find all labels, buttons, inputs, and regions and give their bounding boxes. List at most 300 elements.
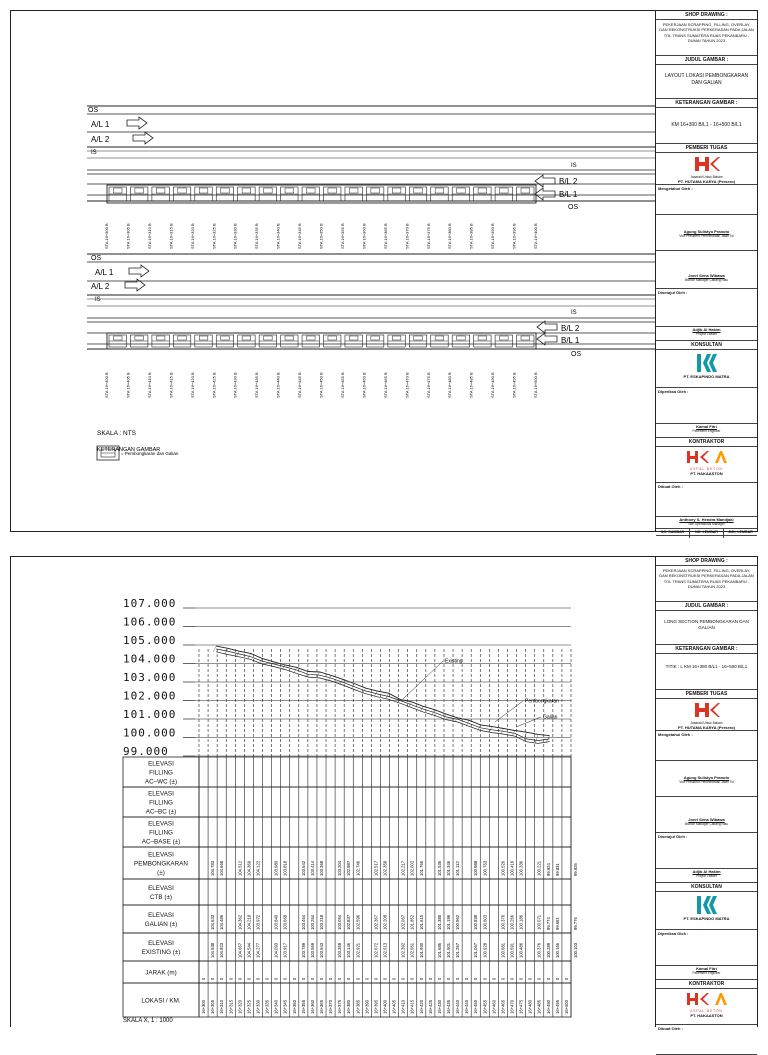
pembongkaran-value: 102.358 <box>382 860 388 876</box>
al1-label-2: A/L 1 <box>95 268 114 277</box>
row-label: EXISTING (±) <box>141 949 181 956</box>
elevation-label: 104.000 <box>123 652 177 666</box>
patch-inner <box>478 188 487 193</box>
bl2-label-2: B/L 2 <box>561 324 580 333</box>
patch-inner <box>221 188 230 193</box>
hk-logo-icon <box>692 155 722 175</box>
sta-label: STA 16+350 B <box>318 223 324 249</box>
signature-3 <box>656 327 757 341</box>
galian-value: 102.367 <box>373 914 379 930</box>
patch-inner <box>306 336 315 340</box>
sig3-name-2: Adjib Al Hakim <box>692 869 721 874</box>
layout-plan-drawing <box>11 11 656 531</box>
disetujui-label-2: Disetujui Oleh : <box>656 833 757 869</box>
mengetahui-label: Mengetahui Oleh : <box>656 185 757 215</box>
hka-logo-icon <box>685 991 729 1009</box>
sta-label: STA 16+325 B <box>211 223 217 249</box>
sta-label: STA 16+405 B <box>125 372 131 398</box>
jml-lembar-header: JML. LEMBAR <box>728 530 753 534</box>
is-label-2b: IS <box>571 310 577 316</box>
sta-label: STA 16+490 B <box>490 372 496 398</box>
sta-label: STA 16+375 B <box>425 223 431 249</box>
patch-inner <box>156 336 165 340</box>
hk-company: PT. HUTAMA KARYA (Persero) <box>677 179 736 184</box>
patch-inner <box>349 336 358 340</box>
lokasi-value: 16+300 <box>201 999 207 1014</box>
sta-label: STA 16+465 B <box>382 372 388 398</box>
patch-inner <box>113 336 122 340</box>
elevation-label: 100.000 <box>123 726 177 740</box>
galian-value: 101.615 <box>418 914 424 930</box>
sig2-name: Jonri Sena Wibawa <box>688 273 725 278</box>
hka-logo-sub: ASPAL BETON <box>690 467 723 471</box>
sig1-role-2: Vice President Pemeliharaan Jalan Tol <box>679 780 734 784</box>
existing-value: 104.093 <box>273 942 279 958</box>
hakaaston-block-2 <box>656 991 757 1025</box>
row-label: FILLING <box>149 829 173 837</box>
eskapindo-company-2: PT. ESKAPINDO MATRA <box>683 916 730 921</box>
existing-value: 100.376 <box>536 942 542 958</box>
existing-value: 103.543 <box>318 942 324 958</box>
bl2-label-1: B/L 2 <box>559 177 578 186</box>
jarak-value: 0 <box>491 977 497 980</box>
lokasi-value: 16+475 <box>518 999 524 1014</box>
keterangan-label: KETERANGAN GAMBAR <box>97 447 161 453</box>
pembongkaran-value: 102.987 <box>346 860 352 876</box>
jarak-value: 0 <box>563 977 569 980</box>
sig4-name-2: Kamal Fitri <box>696 966 717 971</box>
hutama-karya-block-2 <box>656 701 757 731</box>
judul-gambar-2: LONG SECTION PEMBONGKARAN DAN GALIAN <box>656 611 757 645</box>
lokasi-value: 16+440 <box>455 999 461 1014</box>
hk-company-2: PT. HUTAMA KARYA (Persero) <box>677 725 736 730</box>
existing-value: 103.789 <box>300 942 306 958</box>
patch-inner <box>178 188 187 193</box>
sheet-number-header <box>656 529 757 536</box>
sta-label: STA 16+470 B <box>404 372 410 398</box>
elevation-label: 107.000 <box>123 597 177 610</box>
galian-value: 103.668 <box>282 914 288 930</box>
patch-inner <box>135 188 144 193</box>
sta-label: STA 16+400 B <box>104 372 109 398</box>
galian-value: 100.962 <box>455 914 461 930</box>
elevation-label: 105.000 <box>123 634 177 647</box>
existing-value: 102.392 <box>400 942 406 958</box>
jarak-value: 0 <box>382 977 388 980</box>
galian-leader <box>516 717 541 727</box>
patch-inner <box>306 188 315 193</box>
konsultan-header: KONSULTAN <box>656 341 757 350</box>
galian-value: 100.071 <box>536 914 542 930</box>
jarak-value: 0 <box>273 977 279 980</box>
eskapindo-company: PT. ESKAPINDO MATRA <box>683 374 730 379</box>
jarak-value: 0 <box>364 977 370 980</box>
sta-label: STA 16+320 B <box>189 223 195 249</box>
pembongkaran-value: 99.831 <box>554 863 560 876</box>
pembongkaran-value: 103.204 <box>337 860 343 876</box>
galian-value: 104.219 <box>246 914 252 930</box>
bl1-label-1: B/L 1 <box>559 190 578 199</box>
patch-inner <box>392 336 401 340</box>
jarak-value: 0 <box>455 977 461 980</box>
row-label: (±) <box>157 869 165 877</box>
patch-inner <box>113 188 122 193</box>
row-label: FILLING <box>149 799 173 807</box>
jarak-value: 0 <box>418 977 424 980</box>
lokasi-value: 16+480 <box>527 999 533 1014</box>
lokasi-value: 16+390 <box>364 999 370 1014</box>
pembongkaran-label: Pembongkaran <box>525 698 559 705</box>
pembongkaran-value: 104.783 <box>210 860 216 876</box>
sta-label: STA 16+365 B <box>382 223 388 249</box>
galian-value: 100.603 <box>482 914 488 930</box>
existing-value: 101.930 <box>418 942 424 958</box>
existing-value: 103.569 <box>309 942 315 958</box>
existing-value: 101.501 <box>446 942 452 958</box>
project-name-2: PEKERJAAN SCRAPPING, FILLING, OVERLAY, DAN REKONSTRUKSI PERKERASAN PADA JALAN TOL TRANS SUMATERA RUAS PEKANBARU - DUMAI TAHUN 2023 <box>656 566 757 602</box>
lokasi-value: 16+500 <box>563 999 569 1014</box>
galian-value: 100.376 <box>500 914 506 930</box>
galian-value: 99.681 <box>554 917 560 930</box>
existing-value: 103.359 <box>337 942 343 958</box>
pembongkaran-value: 102.217 <box>400 860 406 876</box>
project-name: PEKERJAAN SCRAPPING, FILLING, OVERLAY, DAN REKONSTRUKSI PERKERASAN PADA JALAN TOL TRANS SUMATERA RUAS PEKANBARU - DUMAI TAHUN 2023 <box>656 20 757 56</box>
patch-inner <box>285 188 294 193</box>
patch-inner <box>285 336 294 340</box>
galian-label: Galian <box>543 714 558 721</box>
hatch-line <box>535 734 538 743</box>
jarak-value: 0 <box>464 977 470 980</box>
sta-label: STA 16+440 B <box>275 372 281 398</box>
hutama-karya-block <box>656 155 757 185</box>
sig1-role: Vice President Pemeliharaan Jalan Tol <box>679 234 734 238</box>
hka-logo-icon <box>685 449 729 467</box>
jarak-value: 0 <box>373 977 379 980</box>
keterangan-gambar-2: TITIK : L KM 16+380 B/L1 - 16+500 B/L1 <box>656 654 757 690</box>
lokasi-value: 16+315 <box>228 999 234 1014</box>
is-label-1: IS <box>91 150 97 156</box>
jarak-value: 0 <box>282 977 288 980</box>
existing-value: 100.681 <box>500 942 506 958</box>
road-section-1 <box>87 106 656 249</box>
existing-value: 102.672 <box>373 942 379 958</box>
sta-label: STA 16+395 B <box>511 223 517 249</box>
eskapindo-logo-icon <box>695 894 719 916</box>
sta-label: STA 16+315 B <box>168 223 174 249</box>
row-label: AC–BC (±) <box>145 808 177 816</box>
patch-inner <box>521 336 530 340</box>
existing-value: 104.938 <box>210 942 216 958</box>
shop-drawing-header: SHOP DRAWING : <box>656 11 757 20</box>
row-label: ELEVASI <box>148 885 174 892</box>
sta-label: STA 16+300 B <box>104 223 109 249</box>
existing-value: 100.289 <box>545 942 551 958</box>
existing-value: 100.166 <box>554 942 560 958</box>
lokasi-value: 16+420 <box>418 999 424 1014</box>
sig4-role-2: Pavement Engineer <box>692 971 721 975</box>
shop-drawing-header-2: SHOP DRAWING : <box>656 557 757 566</box>
sta-label: STA 16+475 B <box>425 372 431 398</box>
pembongkaran-value: 102.517 <box>373 860 379 876</box>
sta-label: STA 16+390 B <box>490 223 496 249</box>
lokasi-value: 16+320 <box>237 999 243 1014</box>
row-label: ELEVASI <box>148 940 174 947</box>
arrow-left-icon <box>535 175 555 187</box>
pembongkaran-value: 104.512 <box>237 860 243 876</box>
jarak-value: 0 <box>509 977 515 980</box>
jarak-value: 0 <box>237 977 243 980</box>
disetujui-label: Disetujui Oleh : <box>656 289 757 327</box>
dibuat-label-2: Dibuat Oleh : <box>656 1025 757 1055</box>
galian-value: 100.838 <box>473 914 479 930</box>
lokasi-value: 16+350 <box>291 999 297 1014</box>
existing-leader <box>403 661 443 699</box>
lokasi-value: 16+325 <box>246 999 252 1014</box>
lokasi-value: 16+465 <box>500 999 506 1014</box>
existing-label: Existing <box>445 658 463 665</box>
lokasi-value: 16+425 <box>427 999 433 1014</box>
no-lembar-header: NO. LEMBAR <box>690 529 724 535</box>
sta-label: STA 16+380 B <box>447 223 453 249</box>
hakaaston-company-2: PT. HAKAASTON <box>690 1013 723 1018</box>
os-label-top-2: OS <box>91 255 102 262</box>
pembongkaran-value: 104.369 <box>246 860 252 876</box>
title-block-1 <box>655 11 757 534</box>
jarak-value: 0 <box>554 977 560 980</box>
sta-label: STA 16+330 B <box>232 223 238 249</box>
pembongkaran-patches-1 <box>107 185 536 203</box>
row-label: PEMBONGKARAN <box>134 860 188 868</box>
jarak-value: 0 <box>518 977 524 980</box>
jarak-value: 0 <box>291 977 297 980</box>
hk-tagline-2: Jasaraid Untuk Bakam <box>690 721 723 725</box>
jarak-value: 0 <box>527 977 533 980</box>
existing-value: 101.267 <box>455 942 461 958</box>
pembongkaran-value: 100.763 <box>482 860 488 876</box>
jarak-value: 0 <box>391 977 397 980</box>
signature-1 <box>656 215 757 251</box>
sta-label: STA 16+450 B <box>318 372 324 398</box>
jarak-value: 0 <box>473 977 479 980</box>
sta-label: STA 16+430 B <box>232 372 238 398</box>
jarak-value: 0 <box>346 977 352 980</box>
jarak-value: 0 <box>300 977 306 980</box>
lokasi-value: 16+455 <box>482 999 488 1014</box>
pemberi-tugas-header: PEMBERI TUGAS <box>656 144 757 153</box>
jarak-value: 0 <box>427 977 433 980</box>
patch-inner <box>521 188 530 193</box>
lokasi-value: 16+460 <box>491 999 497 1014</box>
existing-value: 102.061 <box>409 942 415 958</box>
legend-text: = Pembongkaran dan Galian <box>121 451 179 456</box>
galian-value: 101.196 <box>446 914 452 930</box>
os-label-bot-1: OS <box>568 204 579 211</box>
arrow-left-icon <box>537 333 557 345</box>
signature-2-2 <box>656 797 757 833</box>
row-label: FILLING <box>149 769 173 777</box>
jarak-value: 0 <box>355 977 361 980</box>
eskapindo-block <box>656 352 757 388</box>
sheet-gap <box>0 538 768 550</box>
galian-value: 104.486 <box>219 914 225 930</box>
existing-value: 102.513 <box>382 942 388 958</box>
galian-line <box>216 652 549 744</box>
pembongkaran-value: 104.668 <box>219 860 225 876</box>
table-row <box>123 817 571 847</box>
lokasi-value: 16+310 <box>219 999 225 1014</box>
lokasi-value: 16+410 <box>400 999 406 1014</box>
existing-value: 104.667 <box>237 942 243 958</box>
row-label: LOKASI / KM. <box>141 997 181 1005</box>
sig1-name: Agung Sulistyo Pranoto <box>683 229 730 234</box>
lokasi-value: 16+385 <box>355 999 361 1014</box>
existing-value: 100.591 <box>509 942 515 958</box>
sta-label: STA 16+305 B <box>125 223 131 249</box>
existing-value: 100.103 <box>573 942 579 958</box>
lokasi-value: 16+450 <box>473 999 479 1014</box>
sta-label: STA 16+335 B <box>254 223 260 249</box>
pembongkaran-line <box>216 649 549 741</box>
sta-labels-row-1 <box>104 223 538 249</box>
lokasi-value: 16+380 <box>346 999 352 1014</box>
sta-label: STA 16+360 B <box>361 223 367 249</box>
al2-label-1: A/L 2 <box>91 135 110 144</box>
patch-inner <box>264 336 273 340</box>
sta-label: STA 16+415 B <box>168 372 174 398</box>
existing-line <box>216 646 549 736</box>
signature-5 <box>656 517 757 529</box>
jarak-value: 0 <box>228 977 234 980</box>
pembongkaran-value: 100.221 <box>536 860 542 876</box>
jarak-value: 0 <box>545 977 551 980</box>
lokasi-value: 16+345 <box>282 999 288 1014</box>
existing-value: 100.928 <box>482 942 488 958</box>
layout-drawing-area <box>11 11 656 531</box>
row-label: AC–BASE (±) <box>141 838 181 846</box>
arrow-right-icon <box>129 265 149 277</box>
kontraktor-header: KONTRAKTOR <box>656 438 757 447</box>
lokasi-value: 16+360 <box>309 999 315 1014</box>
patch-inner <box>135 336 144 340</box>
arrow-right-icon <box>133 132 153 144</box>
sta-label: STA 16+500 B <box>533 372 538 398</box>
galian-value: 101.852 <box>409 914 415 930</box>
jarak-value: 0 <box>536 977 542 980</box>
pemberi-tugas-header-2: PEMBERI TUGAS <box>656 690 757 699</box>
pembongkaran-value: 103.642 <box>300 860 306 876</box>
mengetahui-label-2: Mengetahui Oleh : <box>656 731 757 761</box>
signature-1-2 <box>656 761 757 797</box>
galian-value: 99.776 <box>573 917 579 930</box>
long-section-drawing <box>11 557 656 1027</box>
sta-label: STA 16+460 B <box>361 372 367 398</box>
pembongkaran-value: 102.002 <box>409 860 415 876</box>
no-gambar-header: NO. GAMBAR <box>656 529 690 535</box>
lokasi-value: 16+375 <box>337 999 343 1014</box>
elevation-grid <box>195 608 571 757</box>
patch-inner <box>221 336 230 340</box>
keterangan-header-2: KETERANGAN GAMBAR : <box>656 645 757 654</box>
hakaaston-block <box>656 449 757 483</box>
pembongkaran-value: 101.535 <box>436 860 442 876</box>
row-label: ELEVASI <box>148 851 174 859</box>
row-label: ELEVASI <box>148 760 174 768</box>
galian-value: 103.218 <box>318 914 324 930</box>
galian-value: 103.972 <box>255 914 261 930</box>
road-section-2 <box>87 254 656 398</box>
row-label: ELEVASI <box>148 790 174 798</box>
diperiksa-label: Diperiksa Oleh : <box>656 388 757 424</box>
al2-label-2: A/L 2 <box>91 282 110 291</box>
row-label: GALIAN (±) <box>144 921 178 928</box>
elevation-label: 102.000 <box>123 689 177 703</box>
lokasi-value: 16+485 <box>536 999 542 1014</box>
lokasi-value: 16+430 <box>436 999 442 1014</box>
judul-header-2: JUDUL GAMBAR : <box>656 602 757 611</box>
patch-inner <box>328 188 337 193</box>
existing-value: 103.146 <box>346 942 352 958</box>
lokasi-value: 16+330 <box>255 999 261 1014</box>
hatch-line <box>213 646 216 652</box>
keterangan-header: KETERANGAN GAMBAR : <box>656 99 757 108</box>
pembongkaran-value: 104.122 <box>255 860 261 876</box>
sta-label: STA 16+370 B <box>404 223 410 249</box>
data-table <box>123 757 578 1017</box>
sig3-role-2: Project Leader <box>696 874 717 878</box>
existing-value: 103.917 <box>282 942 288 958</box>
sig5-name: Anthony S. Hendra Mandjaki <box>679 517 734 522</box>
sta-label: STA 16+340 B <box>275 223 281 249</box>
arrow-left-icon <box>537 321 557 333</box>
jarak-value: 0 <box>210 977 216 980</box>
patch-inner <box>156 188 165 193</box>
lokasi-value: 16+365 <box>318 999 324 1014</box>
kontraktor-header-2: KONTRAKTOR <box>656 980 757 989</box>
galian-value: 104.633 <box>210 914 216 930</box>
row-label: JARAK (m) <box>145 969 177 977</box>
jarak-value: 0 <box>328 977 334 980</box>
hatch-line <box>524 732 527 742</box>
sig2-name-2: Jonri Sena Wibawa <box>688 817 725 822</box>
patch-inner <box>435 188 444 193</box>
row-label: ELEVASI <box>148 820 174 828</box>
al1-label-1: A/L 1 <box>91 120 110 129</box>
galian-value: 103.464 <box>300 914 306 930</box>
jarak-value: 0 <box>436 977 442 980</box>
lokasi-value: 16+405 <box>391 999 397 1014</box>
hk-tagline: Jasaraid Untuk Bakam <box>690 175 723 179</box>
patch-inner <box>199 336 208 340</box>
table-row <box>123 787 571 817</box>
lokasi-value: 16+490 <box>545 999 551 1014</box>
galian-value: 100.266 <box>509 914 515 930</box>
sta-label: STA 16+400 B <box>533 223 538 249</box>
lokasi-value: 16+305 <box>210 999 216 1014</box>
sig5-role: Site Operational Manager <box>688 522 725 526</box>
sta-label: STA 16+410 B <box>146 372 152 398</box>
sig3-name: Adjib Al Hakim <box>692 327 721 332</box>
bl1-label-2: B/L 1 <box>561 336 580 345</box>
patch-outline <box>107 185 536 203</box>
pembongkaran-value: 102.746 <box>355 860 361 876</box>
jarak-value: 0 <box>482 977 488 980</box>
lokasi-value: 16+415 <box>409 999 415 1014</box>
existing-value: 104.544 <box>246 942 252 958</box>
sta-label: STA 16+310 B <box>146 223 152 249</box>
pembongkaran-value: 100.988 <box>473 860 479 876</box>
table-row <box>123 757 571 787</box>
sig2-role: Branch Manager Cabang Riau <box>684 278 729 282</box>
